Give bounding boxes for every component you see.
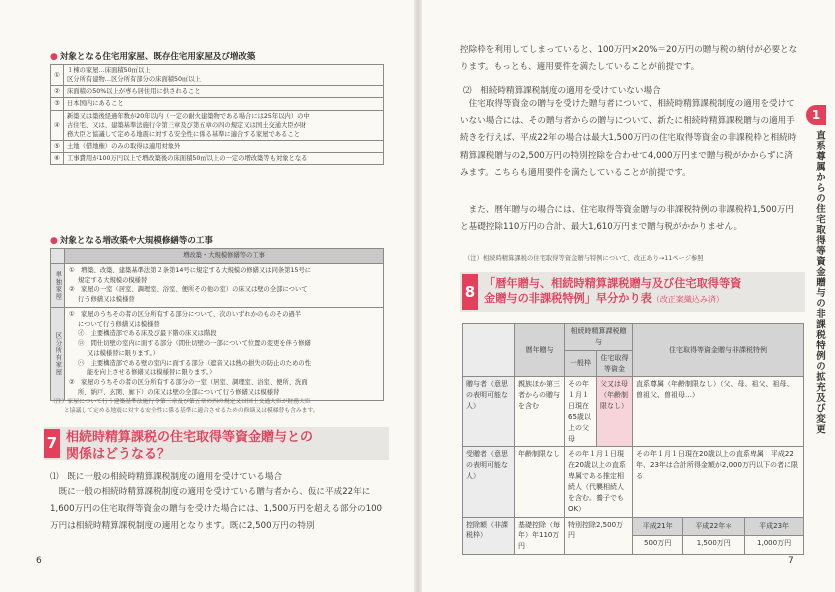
row-giver-jutaku: 父又は母（年齢制限なし）: [597, 377, 633, 447]
renovation-note: （注）家屋について行う建築基準法施行令第三章及び第五章の四の規定又は国土交通大臣が財務大臣 と協議して定める地震に対する安全性に係る基準に適合させるための修繕又は模様替も含みます。: [50, 399, 319, 414]
col-hikazei: 住宅取得等資金贈与非課税特例: [633, 324, 804, 377]
row-deduction-seisan: 特別控除2,500万円: [565, 517, 633, 555]
row-deduction-rekinen: 基礎控除（毎年）年110万円: [515, 517, 565, 555]
subsection1-paragraph: 既に一般の相続時精算課税制度の適用を受けている贈与者から、仮に平成22年に1,600万円の住宅取得等資金の贈与を受けた場合には、1,500万円を超える部分の100万円は相続時精算課税制度の適用となります。既に2,500万円の特別: [50, 487, 383, 532]
condition-row: [51, 140, 384, 152]
renovation-condo-cell: ① 家屋のうちその者の区分所有する部分について、次のいずれかのものその過半 について行う修繕又は模様替 ㋑ 主要構造部である床及び最下階の床又は階段 ㋺ 間仕切壁の室内に面する部分（間仕切壁の一部について位置の変更を伴う修繕 又は模様替に限ります。） ㋩ 主要構造部である壁の室内に面する部分（遮音又は熱の損失の防止のための性 能を向上させる修繕又は模様替に限ります。） ② 家屋のうちその者の区分所有する部分の一室（居室、調理室、浴室、便所、洗面 所、納戸、玄関、廊下）の床又は壁の全部について行う修繕又は模様替: [65, 307, 384, 400]
condition-row: [51, 65, 384, 86]
amendment-note: （注）相続時精算課税の住宅取得等資金贈与特例について、改正あり→11ページ参照: [464, 255, 704, 262]
row-giver-ippan: その年１月１日現在65歳以上の父母: [565, 377, 597, 447]
col-seisan: 相続時精算課税贈与: [565, 324, 633, 351]
col-jutaku: 住宅取得等資金: [597, 350, 633, 377]
renovation-header: 増改築・大規模修繕等の工事: [65, 249, 384, 264]
condition-text: 新築又は築後経過年数が20年以内（一定の耐火建築物である場合には25年以内）の中 古住宅、又は、建築基準法施行令第三章及び第五章の四の規定又は国土交通大臣が財 務大臣と協議して定める地震に対する安全性に係る基準に適合する家屋であること: [64, 110, 384, 140]
corner-cell: [463, 324, 515, 377]
subsection2-heading: ⑵ 相続時精算課税制度の適用を受けていない場合: [463, 86, 661, 96]
condition-row: [51, 153, 384, 165]
col-rekinen: 暦年贈与: [515, 324, 565, 377]
condition-number: ①: [51, 65, 64, 86]
row-receiver-head: 受贈者（意思の表明可能な人）: [463, 447, 515, 517]
conditions-table: [50, 64, 384, 165]
renovation-side-condo: 区分所有家屋: [51, 307, 65, 400]
year-2010: 平成22年＊: [683, 517, 745, 536]
section8-badge: 8: [462, 274, 478, 310]
subsection1-heading: ⑴ 既に一般の相続時精算課税制度の適用を受けている場合: [50, 472, 283, 482]
year-2011: 平成23年: [745, 517, 804, 536]
section1-title: ● 対象となる住宅用家屋、既存住宅用家屋及び増改築: [50, 52, 256, 62]
renovation-corner: [51, 249, 65, 264]
renovation-table: [50, 248, 384, 401]
chapter-tab: 1: [806, 105, 826, 125]
condition-text: 床面積の50%以上が専ら居住用に供されること: [64, 86, 384, 98]
right-page: [418, 0, 835, 592]
renovation-single-cell: ① 増築、改築、建築基準法第２条第14号に規定する大規模の修繕又は同条第15号に 規定する大規模の模様替 ② 家屋の一室（居室、調理室、浴室、便所その他の室）の床又は壁の全部について 行う修繕又は模様替: [65, 263, 384, 307]
subsection2-paragraph: 住宅取得等資金の贈与を受けた贈与者について、相続時精算課税制度の適用を受けていない場合には、その贈与者からの贈与について、新たに相続時精算課税贈与の適用手続きを行えば、平成22年の場合は最大1,500万円の住宅取得等資金の非課税枠と相続時精算課税贈与の2,500万円の特別控除を合わせて4,000万円まで贈与税がかからずに済みます。こちらも適用要件を満たしていることが前提です。: [460, 99, 797, 178]
row-receiver-rekinen: 年齢制限なし: [515, 447, 565, 517]
row-receiver-seisan: その年１月１日現在20歳以上の直系卑属である推定相続人（代襲相続人を含む。養子でもOK）: [565, 447, 633, 517]
row-deduction-head: 控除額（非課税枠）: [463, 517, 515, 555]
col-ippan: 一般枠: [565, 350, 597, 377]
condition-text: 工事費用が100万円以上で増改築後の床面積50㎡以上の一定の増改築等も対象となる: [64, 153, 384, 165]
year-2009: 平成21年: [633, 517, 683, 536]
renovation-side-single: 単独家屋: [51, 263, 65, 307]
condition-text: １棟の家屋…床面積50㎡以上 区分所有建物…区分所有部分の床面積50㎡以上: [64, 65, 384, 86]
carryover-paragraph: 控除枠を利用してしまっていると、100万円×20%＝20万円の贈与税の納付が必要となります。もっとも、適用要件を満たしていることが前提です。: [460, 45, 798, 73]
section8-title: 「暦年贈与、相続時精算課税贈与及び住宅取得等資 金贈与の非課税特例」早分かり表（改正案織込み済）: [484, 277, 742, 305]
page-number-left: 6: [36, 556, 42, 566]
amount-2011: 1,000万円: [745, 536, 804, 555]
condition-text: 土地（借地権）のみの取得は適用対象外: [64, 140, 384, 152]
section2-title: ● 対象となる増改築や大規模修繕等の工事: [50, 236, 213, 246]
row-giver-rekinen: 親族ほか第三者からの贈与を含む: [515, 377, 565, 447]
condition-number: ②: [51, 86, 64, 98]
row-giver-head: 贈与者（意思の表明可能な人）: [463, 377, 515, 447]
section7-badge: 7: [44, 429, 60, 458]
condition-row: [51, 86, 384, 98]
page-number-right: 7: [788, 556, 794, 566]
condition-text: 日本国内にあること: [64, 98, 384, 110]
condition-number: ③: [51, 98, 64, 110]
amount-2010: 1,500万円: [683, 536, 745, 555]
row-giver-hikazei: 直系尊属（年齢制限なし）（父、母、祖父、祖母、曽祖父、曽祖母…）: [633, 377, 804, 447]
bullet-dot-icon: ●: [50, 236, 58, 246]
chapter-vertical-title: 直系尊属からの住宅取得等資金贈与の非課税特例の拡充及び変更: [814, 130, 825, 435]
bullet-dot-icon: ●: [50, 52, 58, 62]
amount-2009: 500万円: [633, 536, 683, 555]
comparison-table: [462, 323, 804, 555]
condition-number: ⑤: [51, 140, 64, 152]
condition-number: ④: [51, 110, 64, 140]
condition-row: [51, 98, 384, 110]
section7-title: 相続時精算課税の住宅取得等資金贈与との 関係はどうなる？: [66, 430, 314, 462]
condition-row: [51, 110, 384, 140]
annual-gift-paragraph: また、暦年贈与の場合には、住宅取得等資金贈与の非課税特例の非課税枠1,500万円と基礎控除110万円の合計、最大1,610万円まで贈与税がかかりません。: [460, 205, 794, 233]
condition-number: ⑥: [51, 153, 64, 165]
row-receiver-hikazei: その年１月１日現在20歳以上の直系卑属 平成22年、23年は合計所得金額が2,000万円以下の者に限る: [633, 447, 804, 517]
